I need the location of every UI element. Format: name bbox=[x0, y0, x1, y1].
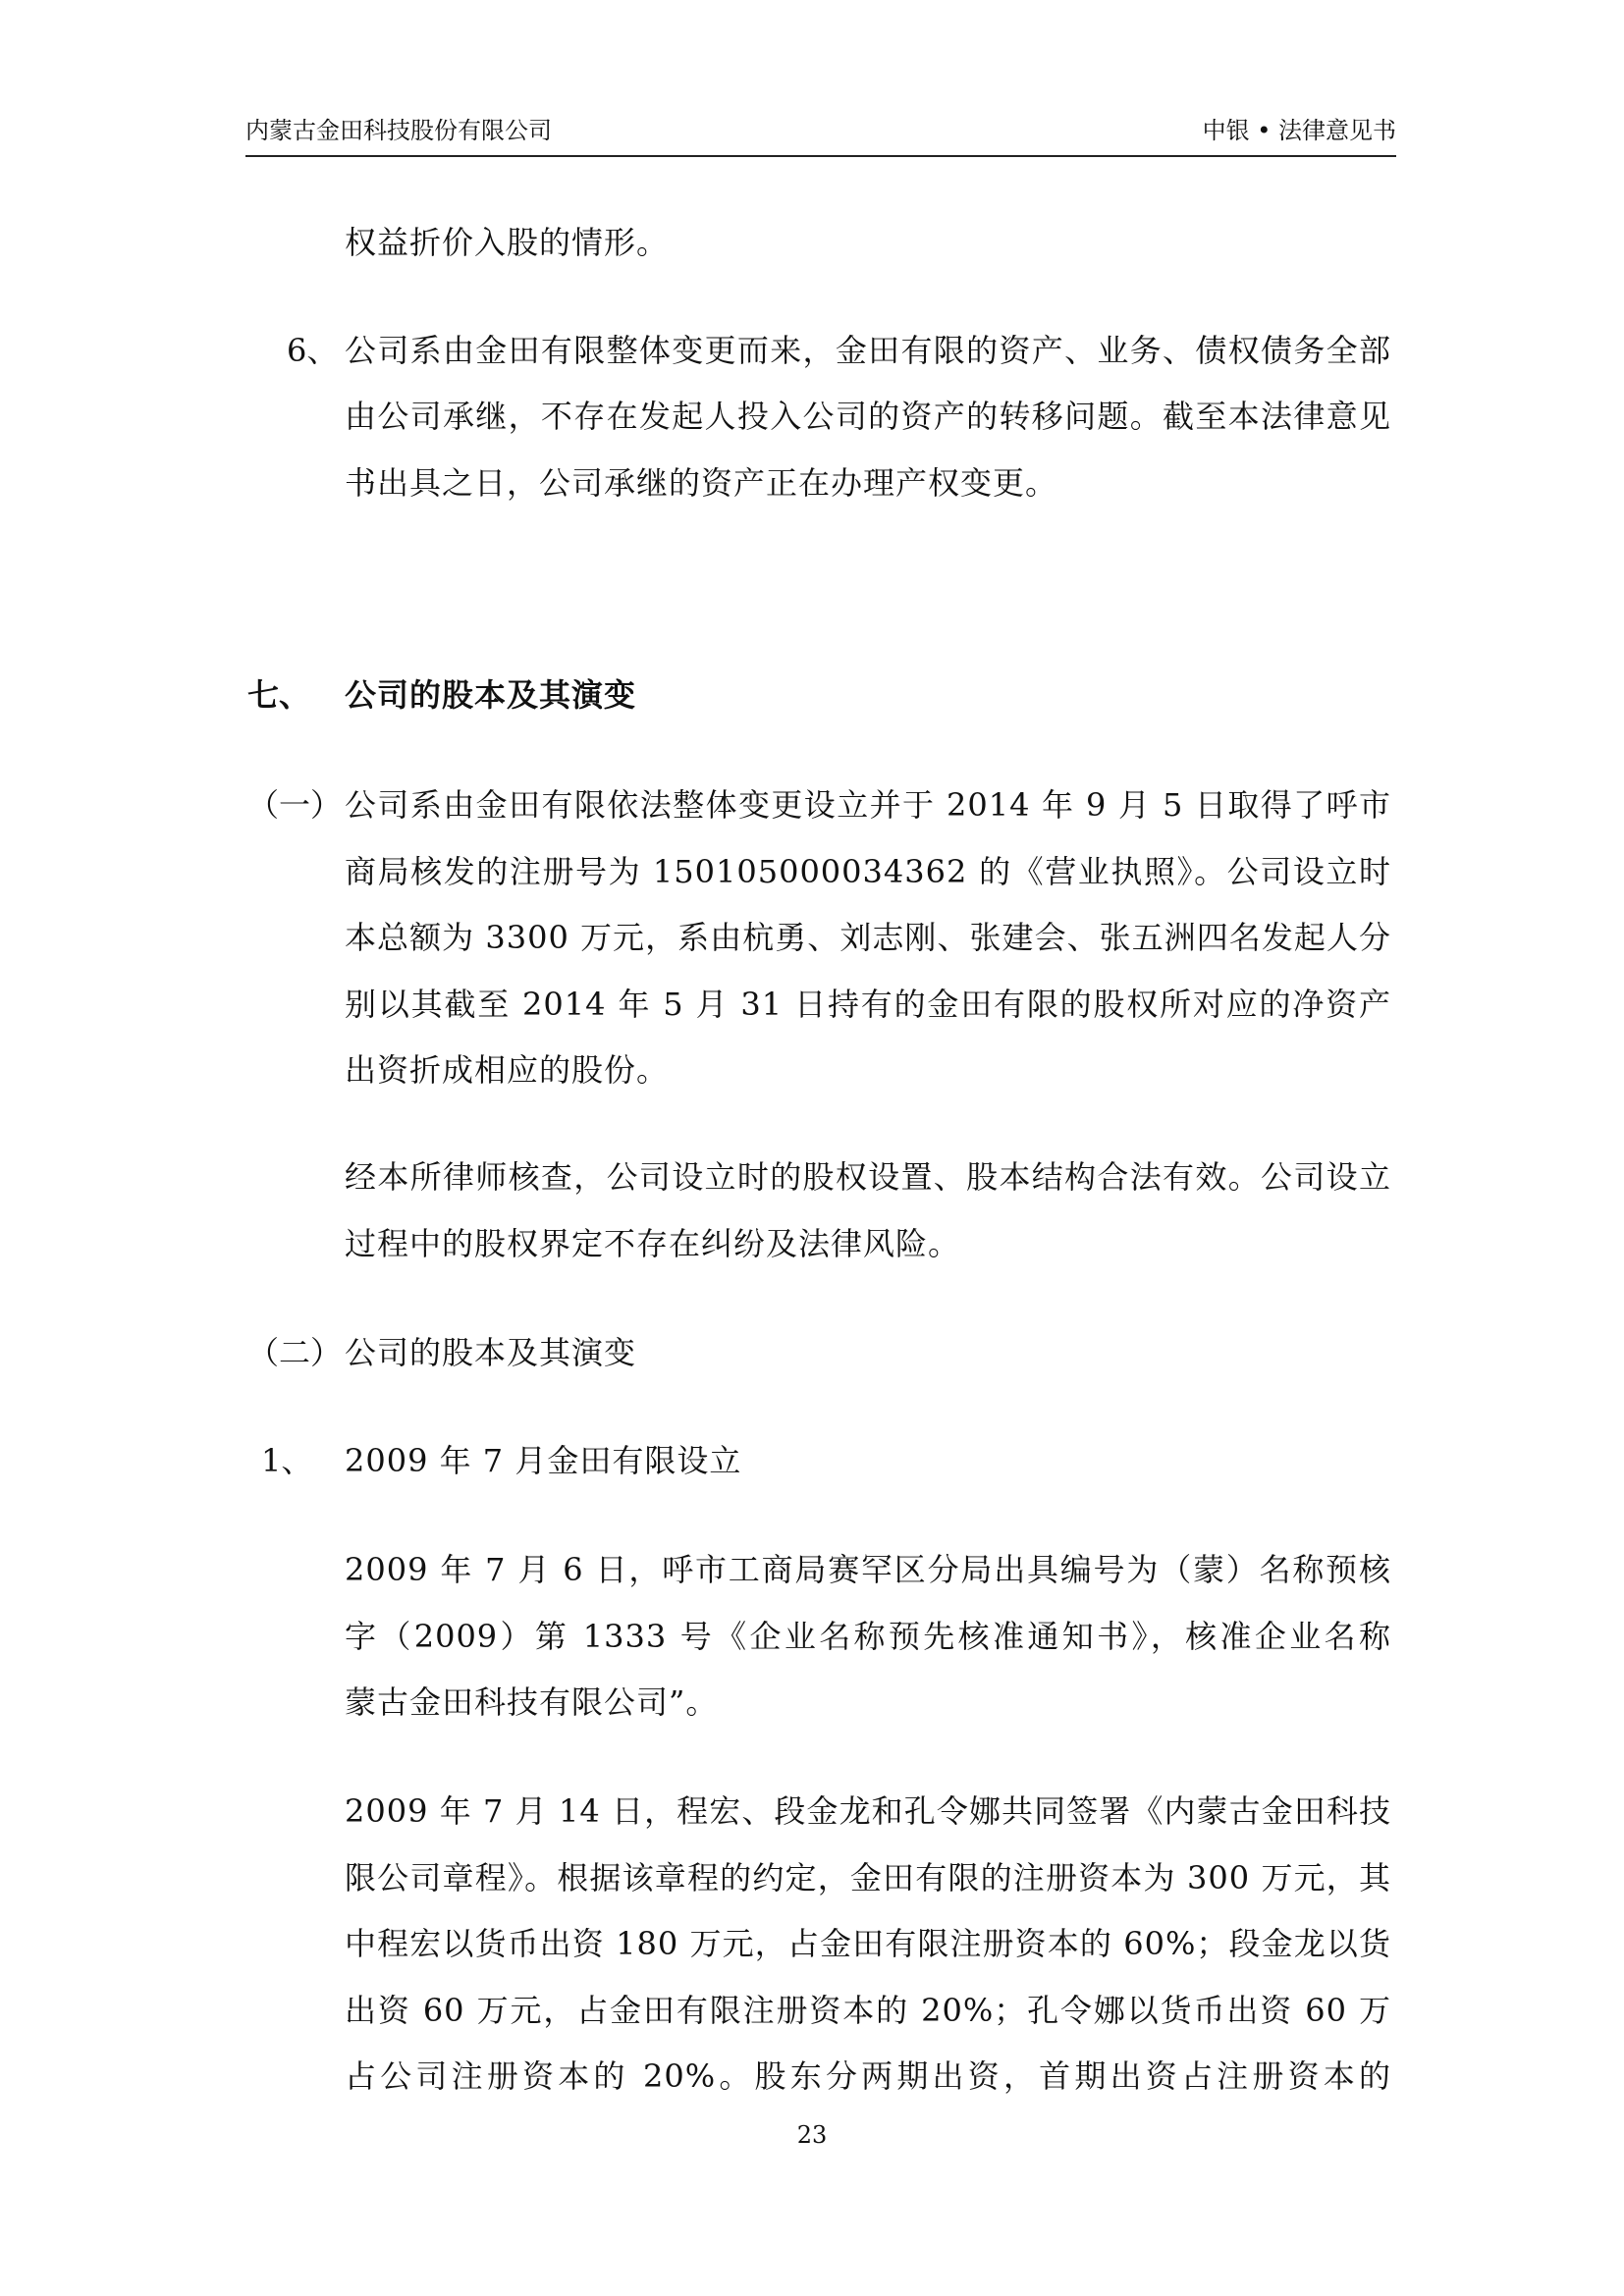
paragraph-line: 占公司注册资本的 20%。股东分两期出资，首期出资占注册资本的 bbox=[345, 2057, 1391, 2095]
header-company-name: 内蒙古金田科技股份有限公司 bbox=[245, 117, 552, 144]
page-header bbox=[245, 112, 1396, 157]
paragraph-line: 由公司承继，不存在发起人投入公司的资产的转移问题。截至本法律意见 bbox=[345, 398, 1391, 435]
subsection-number-2: （二） bbox=[247, 1334, 343, 1371]
subsection-number-1: （一） bbox=[247, 786, 343, 824]
paragraph-line: 别以其截至 2014 年 5 月 31 日持有的金田有限的股权所对应的净资产 bbox=[345, 986, 1391, 1023]
paragraph-line: 公司系由金田有限依法整体变更设立并于 2014 年 9 月 5 日取得了呼市 bbox=[345, 786, 1391, 824]
paragraph-line: 书出具之日，公司承继的资产正在办理产权变更。 bbox=[345, 464, 1058, 502]
paragraph-line: 限公司章程》。根据该章程的约定，金田有限的注册资本为 300 万元，其 bbox=[345, 1859, 1391, 1896]
item-heading: 2009 年 7 月金田有限设立 bbox=[345, 1442, 742, 1479]
paragraph-line: 出资 60 万元，占金田有限注册资本的 20%；孔令娜以货币出资 60 万 bbox=[345, 1992, 1391, 2029]
section-heading: 公司的股本及其演变 bbox=[345, 676, 637, 714]
paragraph-line: 2009 年 7 月 6 日，呼市工商局赛罕区分局出具编号为（蒙）名称预核 bbox=[345, 1551, 1391, 1588]
paragraph-line: 权益折价入股的情形。 bbox=[345, 224, 670, 261]
header-document-title: 中银 • 法律意见书 bbox=[1202, 117, 1396, 144]
item-number-6: 6、 bbox=[287, 332, 339, 369]
paragraph-line: 出资折成相应的股份。 bbox=[345, 1051, 670, 1089]
paragraph-line: 公司系由金田有限整体变更而来，金田有限的资产、业务、债权债务全部 bbox=[345, 332, 1391, 369]
paragraph-line: 2009 年 7 月 14 日，程宏、段金龙和孔令娜共同签署《内蒙古金田科技 bbox=[345, 1792, 1391, 1830]
paragraph-line: 字（2009）第 1333 号《企业名称预先核准通知书》，核准企业名称 bbox=[345, 1618, 1391, 1655]
paragraph-line: 中程宏以货币出资 180 万元，占金田有限注册资本的 60%；段金龙以货 bbox=[345, 1925, 1391, 1962]
item-number-1: 1、 bbox=[261, 1442, 313, 1479]
subsection-heading: 公司的股本及其演变 bbox=[345, 1334, 637, 1371]
section-number-7: 七、 bbox=[247, 676, 311, 714]
paragraph-line: 经本所律师核查，公司设立时的股权设置、股本结构合法有效。公司设立 bbox=[345, 1158, 1391, 1196]
paragraph-line: 本总额为 3300 万元，系由杭勇、刘志刚、张建会、张五洲四名发起人分 bbox=[345, 919, 1391, 956]
page-number: 23 bbox=[796, 2121, 828, 2149]
paragraph-line: 商局核发的注册号为 150105000034362 的《营业执照》。公司设立时 bbox=[345, 853, 1391, 890]
paragraph-line: 蒙古金田科技有限公司”。 bbox=[345, 1683, 719, 1721]
paragraph-line: 过程中的股权界定不存在纠纷及法律风险。 bbox=[345, 1225, 961, 1262]
